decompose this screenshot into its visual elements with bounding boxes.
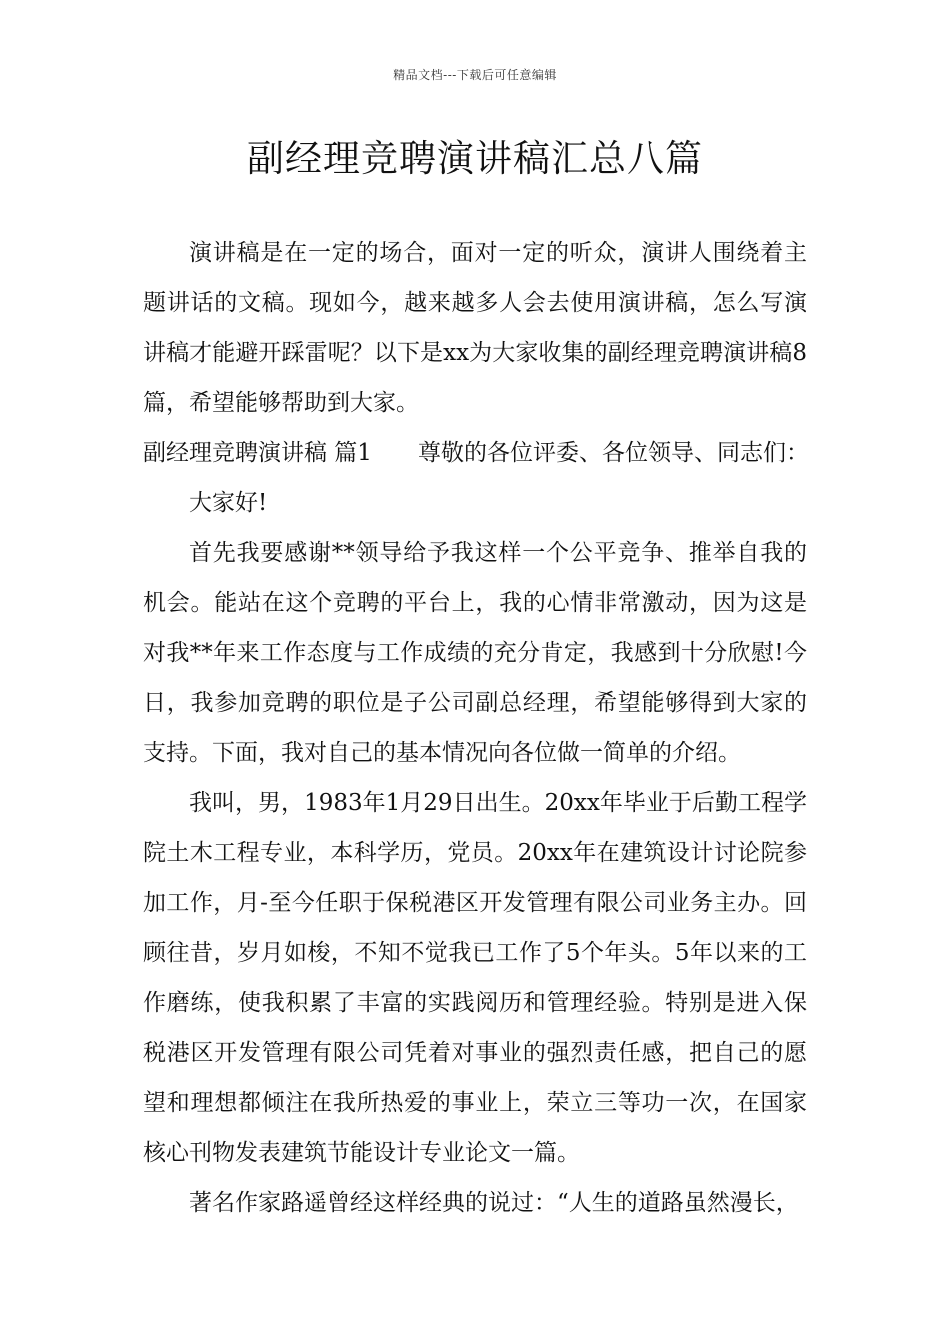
intro-paragraph: 演讲稿是在一定的场合，面对一定的听众，演讲人围绕着主题讲话的文稿。现如今，越来越多人会去使用演讲稿，怎么写演讲稿才能避开踩雷呢？以下是xx为大家收集的副经理竞聘演讲稿8篇，希望能够帮助到大家。: [143, 240, 807, 416]
document-body: [143, 228, 807, 1228]
document-title: 副经理竞聘演讲稿汇总八篇: [247, 137, 703, 180]
section-heading: 副经理竞聘演讲稿 篇1: [143, 440, 372, 466]
paragraph-1: 首先我要感谢**领导给予我这样一个公平竞争、推举自我的机会。能站在这个竞聘的平台上，我的心情非常激动，因为这是对我**年来工作态度与工作成绩的充分肯定，我感到十分欣慰!今日，我参加竞聘的职位是子公司副总经理，希望能够得到大家的支持。下面，我对自己的基本情况向各位做一简单的介绍。: [143, 540, 807, 766]
header-note: 精品文档---下载后可任意编辑: [393, 68, 557, 82]
section-heading-line: [143, 428, 807, 478]
salutation: 尊敬的各位评委、各位领导、同志们：: [417, 440, 809, 466]
paragraph-3: 著名作家路遥曾经这样经典的说过：“人生的道路虽然漫长，: [189, 1190, 799, 1216]
greeting: 大家好!: [189, 490, 268, 516]
paragraph-2: 我叫，男，1983年1月29日出生。20xx年毕业于后勤工程学院土木工程专业，本科学历，党员。20xx年在建筑设计讨论院参加工作，月-至今任职于保税港区开发管理有限公司业务主办。回顾往昔，岁月如梭，不知不觉我已工作了5个年头。5年以来的工作磨练，使我积累了丰富的实践阅历和管理经验。特别是进入保税港区开发管理有限公司凭着对事业的强烈责任感，把自己的愿望和理想都倾注在我所热爱的事业上，荣立三等功一次，在国家核心刊物发表建筑节能设计专业论文一篇。: [143, 790, 807, 1166]
